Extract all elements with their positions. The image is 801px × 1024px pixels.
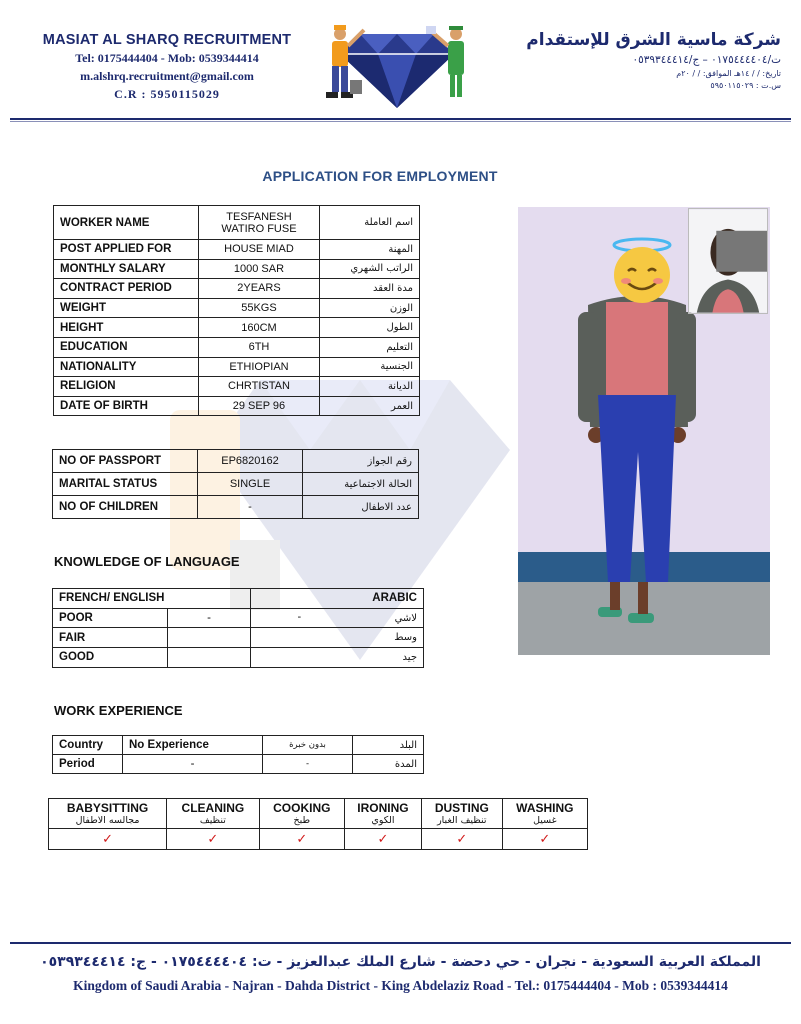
- skills-table: [48, 798, 588, 850]
- table-row: [53, 473, 419, 496]
- work-label: Period: [53, 755, 123, 774]
- table-row: [53, 608, 424, 628]
- checkmark-icon: ✓: [502, 829, 587, 850]
- table-row: [54, 396, 420, 416]
- checkmark-icon: ✓: [49, 829, 167, 850]
- skill-name: IRONING: [357, 801, 409, 815]
- header-right: [521, 30, 781, 90]
- work-label-ar: البلد: [353, 736, 424, 755]
- language-en-value: [167, 648, 251, 668]
- company-name-ar: شركة ماسية الشرق للإستقدام: [526, 30, 781, 50]
- field-label-ar: الراتب الشهري: [320, 259, 420, 279]
- field-label: MONTHLY SALARY: [54, 259, 199, 279]
- table-row: [54, 357, 420, 377]
- page-title: APPLICATION FOR EMPLOYMENT: [262, 168, 498, 184]
- field-value: ETHIOPIAN: [198, 357, 320, 377]
- checkmark-icon: ✓: [421, 829, 502, 850]
- field-label: POST APPLIED FOR: [54, 240, 199, 260]
- language-level: POOR: [53, 608, 168, 628]
- company-email: m.alshrq.recruitment@gmail.com: [80, 69, 254, 83]
- skill-cell: [49, 799, 167, 829]
- company-cr: C.R : 5950115029: [114, 87, 220, 101]
- work-value-en: -: [123, 755, 263, 774]
- table-row: [53, 496, 419, 519]
- language-level-ar: لاشي: [394, 612, 417, 624]
- skill-cell: [502, 799, 587, 829]
- skill-cell: [259, 799, 344, 829]
- language-ar-value: -: [297, 610, 302, 623]
- field-label: NO OF PASSPORT: [53, 450, 198, 473]
- work-value-ar: -: [263, 755, 353, 774]
- field-value: 55KGS: [198, 298, 320, 318]
- language-level: GOOD: [53, 648, 168, 668]
- footer-address-en: Kingdom of Saudi Arabia - Najran - Dahda District - King Abdelaziz Road - Tel.: 0175444404 - Mob : 0539344414: [73, 978, 728, 993]
- language-ar-cell: [251, 608, 424, 628]
- skill-name: WASHING: [516, 801, 574, 815]
- skill-name-ar: غسيل: [533, 815, 557, 826]
- field-value: -: [198, 496, 303, 519]
- worker-info-table: [53, 205, 420, 416]
- field-value: EP6820162: [198, 450, 303, 473]
- header-divider-thin: [10, 121, 791, 122]
- table-row: [53, 755, 424, 774]
- field-label-ar: مدة العقد: [320, 279, 420, 299]
- field-label-ar: الجنسية: [320, 357, 420, 377]
- checkmark-icon: ✓: [344, 829, 421, 850]
- field-label: CONTRACT PERIOD: [54, 279, 199, 299]
- language-en-value: [167, 628, 251, 648]
- work-value-ar: بدون خبرة: [263, 736, 353, 755]
- table-row: [53, 648, 424, 668]
- table-row: [54, 279, 420, 299]
- table-row: [54, 318, 420, 338]
- field-value: SINGLE: [198, 473, 303, 496]
- company-contact: Tel: 0175444404 - Mob: 0539344414: [75, 51, 259, 65]
- checkmark-icon: ✓: [167, 829, 260, 850]
- table-row: [54, 377, 420, 397]
- language-level-ar: وسط: [394, 632, 417, 644]
- header-left: [26, 32, 308, 102]
- field-value: 29 SEP 96: [198, 396, 320, 416]
- field-label: NATIONALITY: [54, 357, 199, 377]
- skill-name-ar: تنظيف الغبار: [437, 815, 487, 826]
- table-row: [54, 206, 420, 240]
- table-row: [54, 259, 420, 279]
- field-value: CHRTISTAN: [198, 377, 320, 397]
- skill-name: DUSTING: [434, 801, 489, 815]
- skill-name-ar: الكوي: [371, 815, 395, 826]
- skills-marks-row: [49, 829, 588, 850]
- skill-name-ar: مجالسه الاطفال: [75, 815, 140, 826]
- table-row: [53, 628, 424, 648]
- field-label-ar: اسم العاملة: [320, 206, 420, 240]
- skill-name-ar: تنظيف: [199, 815, 226, 826]
- date-line-ar: تاريخ: / / ١٤هـ الموافق: / / ٢٠م: [676, 69, 781, 78]
- language-table: [52, 588, 424, 668]
- field-label-ar: الوزن: [320, 298, 420, 318]
- skill-name-ar: طبخ: [293, 815, 311, 826]
- skill-cell: [344, 799, 421, 829]
- field-value: HOUSE MIAD: [198, 240, 320, 260]
- footer-address-ar: المملكة العربية السعودية - نجران - حي دحضة - شارع الملك عبدالعزيز - ت: ٠١٧٥٤٤٤٤٠٤ - ج: ٠٥٣٩٣٤٤٤١٤: [40, 954, 761, 970]
- field-label-ar: عدد الاطفال: [303, 496, 419, 519]
- language-col-ar: ARABIC: [251, 589, 424, 609]
- field-label-ar: الديانة: [320, 377, 420, 397]
- company-contact-ar: ت/٠١٧٥٤٤٤٤٠٤ – ج/٠٥٣٩٣٤٤٤١٤: [632, 54, 781, 66]
- work-experience-table: [52, 735, 424, 774]
- field-label-ar: التعليم: [320, 337, 420, 357]
- footer-divider: [10, 942, 791, 944]
- company-cr-ar: س.ت : ٥٩٥٠١١٥٠٢٩: [710, 81, 781, 90]
- language-ar-cell: [251, 648, 424, 668]
- table-row: [54, 337, 420, 357]
- passport-info-table: [52, 449, 419, 519]
- table-row: [53, 736, 424, 755]
- field-label-ar: رقم الجواز: [303, 450, 419, 473]
- checkmark-icon: ✓: [259, 829, 344, 850]
- field-label-ar: العمر: [320, 396, 420, 416]
- work-label-ar: المدة: [353, 755, 424, 774]
- skill-cell: [167, 799, 260, 829]
- passport-photo: [688, 208, 768, 314]
- header-divider: [10, 118, 791, 120]
- skill-name: CLEANING: [181, 801, 245, 815]
- skill-name: COOKING: [273, 801, 331, 815]
- field-value: 160CM: [198, 318, 320, 338]
- field-label: EDUCATION: [54, 337, 199, 357]
- language-col-en: FRENCH/ ENGLISH: [53, 589, 251, 609]
- language-en-value: -: [167, 608, 251, 628]
- diamond-logo-icon: [312, 20, 482, 114]
- table-row: [54, 240, 420, 260]
- field-label-ar: الحالة الاجتماعية: [303, 473, 419, 496]
- language-level-ar: جيد: [402, 651, 417, 663]
- smiley-halo-icon: [614, 239, 670, 303]
- field-label: MARITAL STATUS: [53, 473, 198, 496]
- language-header-row: [53, 589, 424, 609]
- work-label: Country: [53, 736, 123, 755]
- field-label: DATE OF BIRTH: [54, 396, 199, 416]
- field-value: TESFANESH WATIRO FUSE: [198, 206, 320, 240]
- language-ar-cell: [251, 628, 424, 648]
- field-label: NO OF CHILDREN: [53, 496, 198, 519]
- table-row: [53, 450, 419, 473]
- skill-cell: [421, 799, 502, 829]
- skills-header-row: [49, 799, 588, 829]
- skill-name: BABYSITTING: [66, 801, 149, 815]
- language-level: FAIR: [53, 628, 168, 648]
- field-label: HEIGHT: [54, 318, 199, 338]
- field-label: RELIGION: [54, 377, 199, 397]
- company-name-en: MASIAT AL SHARQ RECRUITMENT: [42, 32, 292, 48]
- field-label: WEIGHT: [54, 298, 199, 318]
- field-label-ar: الطول: [320, 318, 420, 338]
- field-value: 6TH: [198, 337, 320, 357]
- work-experience-heading: WORK EXPERIENCE: [54, 703, 183, 718]
- field-value: 1000 SAR: [198, 259, 320, 279]
- language-heading: KNOWLEDGE OF LANGUAGE: [54, 554, 240, 569]
- work-value-en: No Experience: [123, 736, 263, 755]
- field-value: 2YEARS: [198, 279, 320, 299]
- field-label: WORKER NAME: [54, 206, 199, 240]
- table-row: [54, 298, 420, 318]
- field-label-ar: المهنة: [320, 240, 420, 260]
